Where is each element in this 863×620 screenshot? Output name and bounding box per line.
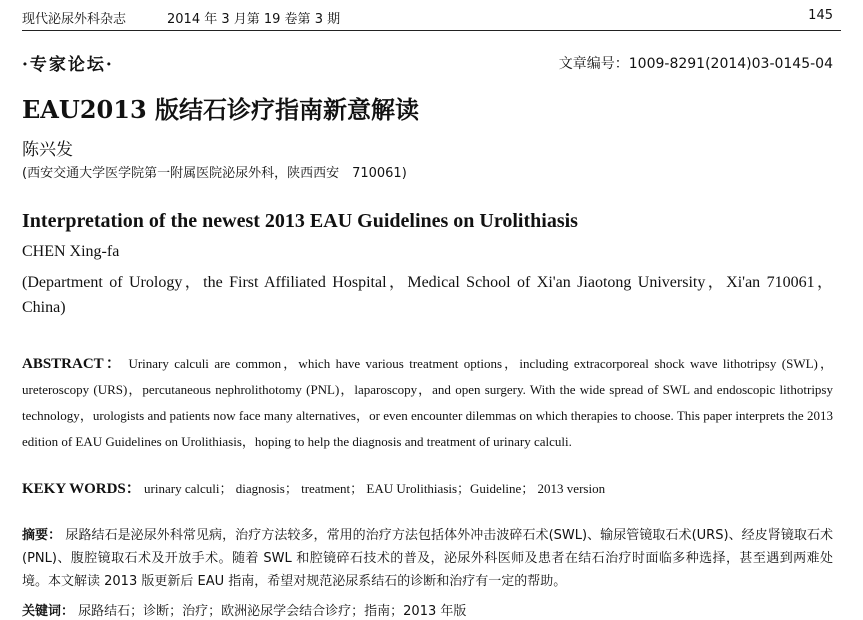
title-english: Interpretation of the newest 2013 EAU Guidelines on Urolithiasis — [22, 210, 578, 232]
affiliation-english: (Department of Urology，the First Affiliated Hospital，Medical School of Xi'an Jiaotong University，Xi'an 710061，China) — [22, 274, 833, 316]
column-tag: ·专家论坛· — [22, 55, 114, 75]
affiliation-chinese: (西安交通大学医学院第一附属医院泌尿外科，陕西西安 710061) — [22, 166, 407, 181]
keywords-english-text: urinary calculi； diagnosis； treatment； EAU Urolithiasis；Guideline； 2013 version — [144, 481, 606, 496]
author-chinese: 陈兴发 — [22, 140, 73, 160]
abstract-chinese — [22, 524, 833, 593]
abstract-english-text: Urinary calculi are common，which have various treatment options，including extracorporeal shock wave lithotripsy (SWL)，ureteroscopy (URS)，percutaneous nephrolithotomy (PNL)，laparoscopy，and open surgery. With the wide spread of SWL and endoscopic lithotripsy technology，urologists and patients now face many alternatives，or even encounter dilemmas on which therapies to choose. This paper interprets the 2013 edition of EAU Guidelines on Urolithiasis，hoping to help the diagnosis and treatment of urinary calculi. — [22, 356, 834, 449]
page-number: 145 — [808, 8, 833, 23]
keywords-chinese — [22, 600, 833, 619]
article-number: 文章编号：1009-8291(2014)03-0145-04 — [558, 56, 833, 72]
abstract-chinese-label: 摘要： — [22, 528, 62, 543]
journal-name: 现代泌尿外科杂志 — [22, 12, 127, 27]
abstract-chinese-text: 尿路结石是泌尿外科常见病，治疗方法较多，常用的治疗方法包括体外冲击波碎石术(SWL)、输尿管镜取石术(URS)、经皮肾镜取石术(PNL)、腹腔镜取石术及开放手术。随着 SWL 和腔镜碎石技术的普及，泌尿外科医师及患者在结石治疗时面临多种选择，甚至遇到两难处境。本文解读 2013 版更新后 EAU 指南，希望对规范泌尿系结石的诊断和治疗有一定的帮助。 — [22, 528, 833, 589]
title-chinese: EAU2013 版结石诊疗指南新意解读 — [22, 95, 419, 124]
header-rule — [22, 30, 841, 31]
abstract-english — [22, 351, 833, 455]
keywords-chinese-label: 关键词： — [22, 604, 75, 619]
keywords-english-label: KEKY WORDS： — [22, 481, 141, 497]
keywords-chinese-text: 尿路结石；诊断；治疗；欧洲泌尿学会结合诊疗；指南；2013 年版 — [78, 604, 467, 619]
author-english: CHEN Xing-fa — [22, 243, 120, 260]
keywords-english — [22, 477, 833, 498]
running-header — [22, 6, 833, 30]
abstract-english-label: ABSTRACT： — [22, 356, 124, 372]
issue-info: 2014 年 3 月第 19 卷第 3 期 — [167, 12, 341, 27]
